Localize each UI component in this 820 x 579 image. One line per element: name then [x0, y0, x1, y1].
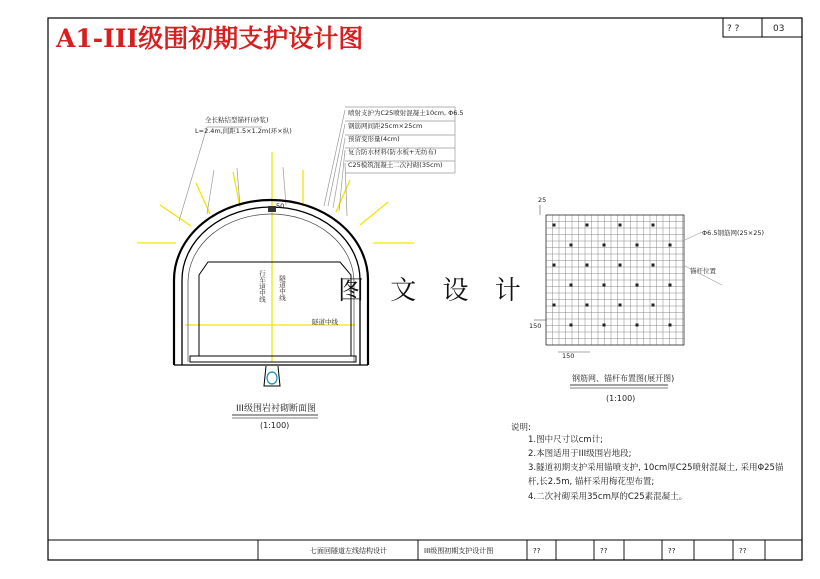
section-scale: (1:100) — [260, 421, 290, 430]
note-3: 3.隧道初期支护采用锚喷支护, 10cm厚C25喷射混凝土, 采用Φ25锚 — [528, 463, 784, 473]
notes-heading: 说明: — [511, 423, 531, 433]
bolt-marker — [586, 304, 589, 307]
note-4: 杆,长2.5m, 锚杆采用梅花型布置; — [528, 477, 655, 487]
axis-right-label: 隧道中线 — [278, 275, 286, 301]
bolt-marker — [669, 324, 672, 327]
note-2: 2.本图适用于III级围岩地段; — [528, 449, 632, 459]
layer-label-3: 预留变形量(4cm) — [348, 135, 400, 143]
bolt-marker — [603, 244, 606, 247]
bolt-marker — [636, 284, 639, 287]
bolt-marker — [553, 224, 556, 227]
grid-label-bolt: 锚杆位置 — [690, 267, 716, 275]
grid-dim-top: 25 — [538, 196, 547, 204]
tb-q2: ?? — [600, 547, 608, 555]
bolt-marker — [570, 284, 573, 287]
drawing-title: A1-III级围初期支护设计图 — [56, 24, 364, 53]
tb-project: 七面回隧道左线结构设计 — [310, 547, 387, 555]
bolt-marker — [652, 304, 655, 307]
bolt-marker — [570, 324, 573, 327]
layer-label-4: 复合防水材料(防水板+无纺布) — [348, 148, 437, 156]
dim-top-section: 50 — [276, 202, 285, 210]
tb-q4: ?? — [739, 547, 747, 555]
bolt-marker — [619, 224, 622, 227]
mesh-grid — [534, 205, 684, 352]
bolt-marker — [636, 324, 639, 327]
bolt-marker — [570, 244, 573, 247]
bolt-marker — [603, 284, 606, 287]
layer-label-1: 喷射支护为C25喷射混凝土10cm, Φ6.5 — [348, 109, 464, 117]
section-caption: III级围岩衬砌断面图 — [236, 404, 316, 414]
grid-caption: 钢筋网、锚杆布置图(展开图) — [572, 374, 675, 383]
drain — [264, 366, 280, 386]
sheet-number: 03 — [773, 24, 785, 34]
axis-left-label: 行车道中线 — [258, 270, 266, 303]
bolt-label-1: 全长粘结型锚杆(砂浆) — [205, 116, 269, 124]
grid-label-mesh: Φ6.5钢筋网(25×25) — [702, 229, 765, 237]
tb-drawing-name: III级围初期支护设计图 — [424, 547, 494, 555]
bolt-marker — [669, 284, 672, 287]
bolt-label-2: L=2.4m,间距1.5×1.2m(环×纵) — [195, 127, 292, 135]
note-5: 4.二次衬砌采用35cm厚的C25素混凝土。 — [528, 492, 688, 502]
bolt-marker — [636, 244, 639, 247]
bolt-marker — [603, 324, 606, 327]
bolt-marker — [586, 224, 589, 227]
bolt-marker — [619, 264, 622, 267]
lining-inner2 — [188, 214, 354, 362]
dim-mid-label: 隧道中线 — [312, 318, 338, 326]
grid-scale: (1:100) — [606, 394, 636, 403]
clearance-outline — [199, 262, 351, 356]
bolt-marker — [586, 264, 589, 267]
note-1: 1.图中尺寸以cm计; — [528, 435, 603, 445]
tb-q3: ?? — [668, 547, 676, 555]
lining-inner — [182, 207, 360, 365]
sheet-label: ? ? — [727, 24, 740, 34]
bolt-marker — [619, 304, 622, 307]
road-slab — [190, 356, 356, 362]
layer-label-2: 钢筋网间距25cm×25cm — [348, 122, 423, 130]
bolt-marker — [652, 264, 655, 267]
grid-dim-bottom: 150 — [562, 352, 575, 360]
watermark: 图 文 设 计 — [338, 276, 530, 306]
bolt-marker — [652, 224, 655, 227]
tb-q1: ?? — [533, 547, 541, 555]
layer-label-5: C25模筑混凝土二次衬砌(35cm) — [348, 161, 443, 169]
bolt-marker — [553, 264, 556, 267]
grid-dim-left: 150 — [529, 322, 542, 330]
bolt-marker — [553, 304, 556, 307]
bolt-marker — [669, 244, 672, 247]
